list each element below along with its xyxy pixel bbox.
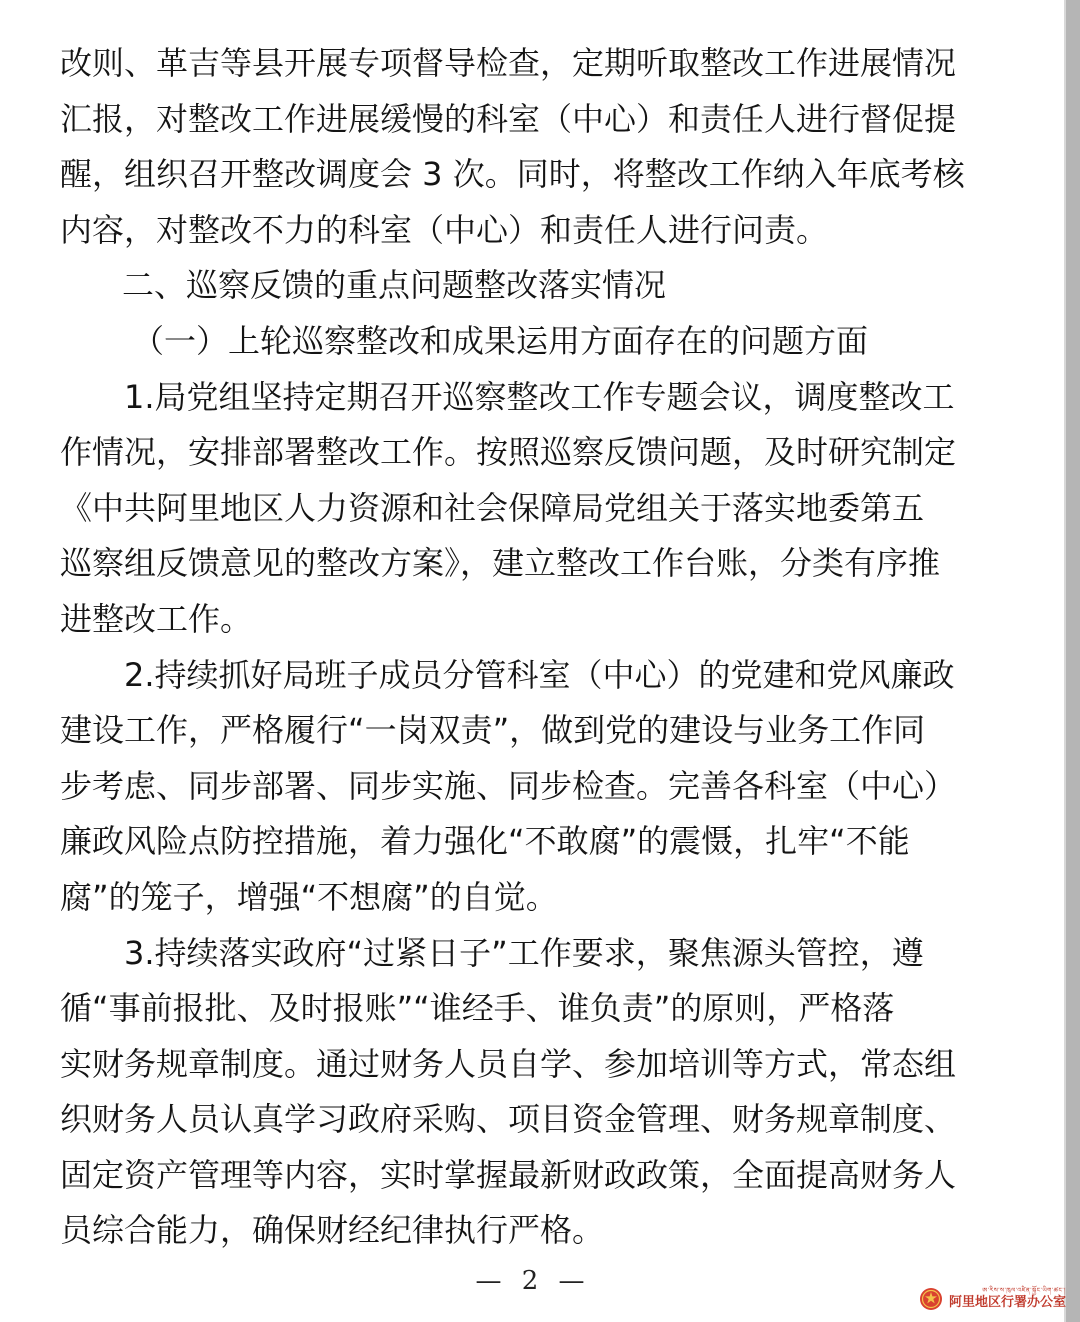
text-line-8: 作情况，安排部署整改工作。按照巡察反馈问题，及时研究制定 — [60, 433, 957, 472]
page-number: — 2 — — [475, 1266, 591, 1296]
text-line-3: 醒，组织召开整改调度会 3 次。同时，将整改工作纳入年底考核 — [60, 155, 965, 194]
watermark — [919, 1282, 1066, 1316]
watermark-title: 阿里地区行署办公室 — [948, 1295, 1066, 1310]
text-line-15: 廉政风险点防控措施，着力强化“不敢腐”的震慑，扎牢“不能 — [60, 822, 910, 861]
text-line-9: 《中共阿里地区人力资源和社会保障局党组关于落实地委第五 — [60, 488, 925, 527]
text-line-1: 改则、革吉等县开展专项督导检查，定期听取整改工作进展情况 — [60, 44, 957, 82]
text-line-16: 腐”的笼子，增强“不想腐”的自觉。 — [60, 877, 558, 916]
text-line-12: 2.持续抓好局班子成员分管科室（中心）的党建和党风廉政 — [124, 655, 955, 694]
emblem-icon — [919, 1287, 943, 1311]
text-line-20: 织财务人员认真学习政府采购、项目资金管理、财务规章制度、 — [60, 1100, 957, 1139]
text-line-10: 巡察组反馈意见的整改方案》，建立整改工作台账，分类有序推 — [60, 544, 941, 583]
text-line-22: 员综合能力，确保财经纪律执行严格。 — [60, 1211, 605, 1250]
text-line-19: 实财务规章制度。通过财务人员自学、参加培训等方式，常态组 — [60, 1044, 957, 1083]
subsection-heading: （一）上轮巡察整改和成果运用方面存在的问题方面 — [132, 321, 869, 360]
text-line-7: 1.局党组坚持定期召开巡察整改工作专题会议，调度整改工 — [124, 377, 955, 416]
text-line-18: 循“事前报批、及时报账”“谁经手、谁负责”的原则，严格落 — [60, 989, 895, 1028]
watermark-subtitle: ཨ་རིས་ས་ཁུལ་འཛིན་སྐྱོང་ཡིག་ཚང་། — [982, 1287, 1066, 1294]
text-line-21: 固定资产管理等内容，实时掌握最新财政政策，全面提高财务人 — [60, 1155, 957, 1194]
text-line-14: 步考虑、同步部署、同步实施、同步检查。完善各科室（中心） — [60, 766, 957, 805]
document-body — [60, 36, 965, 1259]
text-line-2: 汇报，对整改工作进展缓慢的科室（中心）和责任人进行督促提 — [60, 99, 957, 138]
section-heading: 二、巡察反馈的重点问题整改落实情况 — [122, 266, 667, 305]
text-line-11: 进整改工作。 — [60, 599, 253, 638]
text-line-13: 建设工作，严格履行“一岗双责”，做到党的建设与业务工作同 — [60, 711, 926, 750]
page-edge — [1066, 0, 1080, 1322]
text-line-4: 内容，对整改不力的科室（中心）和责任人进行问责。 — [60, 210, 829, 249]
text-line-17: 3.持续落实政府“过紧日子”工作要求，聚焦源头管控，遵 — [124, 933, 924, 972]
